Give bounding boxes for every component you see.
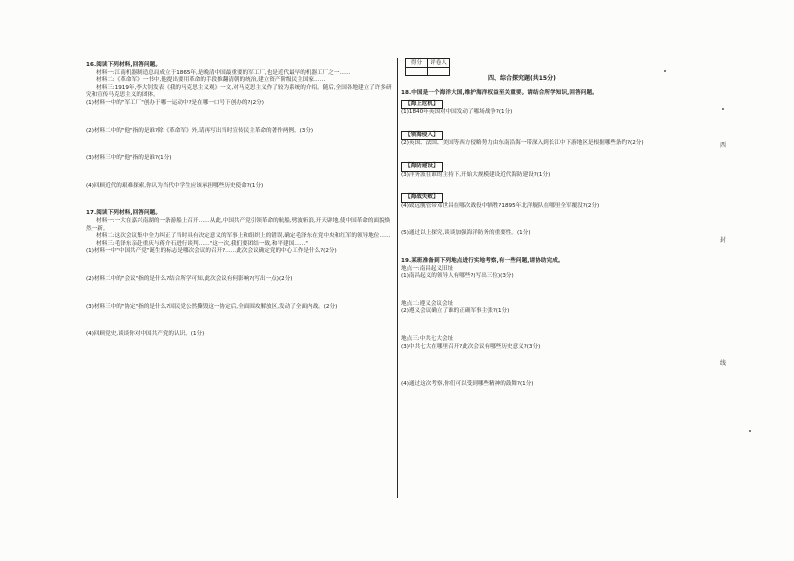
section-title: 四、综合探究题(共15分) [488, 75, 556, 82]
score-cell[interactable] [406, 68, 428, 76]
grader-cell[interactable] [428, 68, 450, 76]
right-column [401, 90, 701, 389]
q16-title: 16.阅读下列材料,回答问题。 [86, 62, 162, 68]
q17-material-2: 材料二:这次会议集中全力纠正了当时具有决定意义的军事上和组织上的错误,确定毛泽东在党中央和红军的领导地位…… [96, 233, 391, 240]
q16-sub1: (1)材料一中的"军工厂"创办于哪一运动中?是在哪一口号下创办的?(2分) [86, 99, 264, 106]
q18-heading-2: 【领海侵入】 [401, 131, 443, 141]
q18-title: 18.中国是一个海洋大国,维护海洋权益至关重要。请结合所学知识,回答问题。 [401, 90, 598, 96]
q16-material-3: 材料三:1919年,李大钊发表《我的马克思主义观》一文,对马克思主义作了较为系统的介绍。随后,全国各地建立了许多研究和宣传马克思主义的团体。 [86, 84, 392, 99]
scan-dot [664, 70, 666, 72]
q17-material-3: 材料三:毛泽东亲赴重庆与蒋介石进行谈判……"这一次,我们要团结一致,和平建国……" [96, 240, 308, 247]
q19-sub4: (4)通过这次考察,你们可以受到哪些精神的鼓舞?(1分) [401, 381, 534, 388]
q16-sub4: (4)回顾近代的艰难探索,你认为当代中学生应该承担哪些历史使命?(1分) [86, 182, 264, 189]
q19-place-2: 地点二:遵义会议会址 [401, 300, 454, 307]
q19-place-3: 地点三:中共七大会址 [401, 335, 454, 342]
q17-title: 17.阅读下列材料,回答问题。 [86, 210, 162, 217]
q16-sub2: (2)材料二中的"他"指的是谁?除《革命军》外,请再写出当时宣传民主革命的著作两例。(3分) [86, 127, 314, 134]
q17-sub1: (1)材料一中"中国共产党"诞生的标志是哪次会议的召开?……此次会议确定党的中心工作是什么?(2分) [86, 248, 337, 255]
q18-heading-1: 【海上危机】 [401, 100, 443, 110]
grader-label: 评卷人 [428, 59, 450, 68]
q19-sub1: (1)南昌起义的领导人有哪些?(写出三位)(3分) [401, 273, 514, 280]
q16-material-2: 材料二:《革命军》一书中,他提出要用革命的手段推翻清朝的统治,建立资产阶级民主国家…… [96, 77, 326, 84]
margin-char-1: 西 [720, 142, 727, 149]
q16-sub3: (3)材料三中的"他"指的是谁?(1分) [86, 155, 172, 162]
q17-material-1: 材料一:一大在嘉兴南湖的一条游船上召开……从此,中国共产党引领革命的航船,劈波斩浪,开天辟地,使中国革命的面貌焕然一新。 [86, 217, 391, 232]
q19-place-1: 地点一:南昌起义旧址 [401, 265, 454, 272]
q18-heading-3: 【海防建设】 [401, 162, 443, 172]
score-box [405, 58, 450, 76]
left-column [86, 62, 392, 339]
q19-sub2: (2)遵义会议确立了谁的正确军事主张?(1分) [401, 308, 510, 315]
q19-title: 19.某班准备到下列地点进行实地考察,有一些问题,请协助完成。 [401, 257, 564, 264]
q16-material-1: 材料一:江南机器制造总局成立于1865年,是晚清中国最重要的军工厂,也是近代最早的机器工厂之一…… [96, 69, 351, 76]
q18-sub3: (3)洋务派在谁的主持下,开始大规模建设近代海防建设?(1分) [401, 171, 551, 178]
q18-sub5: (5)通过以上探究,谈谈加强海洋防务的重要性。(1分) [401, 230, 531, 237]
scan-dot [749, 430, 751, 432]
q17-sub3: (3)材料三中的"协定"指的是什么?国民党公然撕毁这一协定后,全面围攻解放区,发动了全面内战。(2分) [86, 303, 338, 310]
q18-heading-4: 【海战失败】 [401, 193, 443, 203]
score-label: 得分 [406, 59, 428, 68]
q18-sub4: (4)致远舰管带邓世昌在哪次战役中牺牲?1895年北洋舰队在哪里全军覆没?(2分) [401, 202, 600, 209]
q18-sub2: (2)英国、法国、美国等西方侵略势力由东南沿海一带深入到长江中下游地区是根据哪些条约?(2分) [401, 140, 644, 147]
q17-sub2: (2)材料二中的"会议"指的是什么?结合所学可知,此次会议有何影响?(写出一点)(2分) [86, 275, 293, 282]
q17-sub4: (4)回顾党史,谈谈你对中国共产党的认识。(1分) [86, 331, 205, 338]
scan-dot [722, 108, 724, 110]
q18-sub1: (1)1840年英国对中国发动了哪场战争?(1分) [401, 109, 513, 116]
margin-char-2: 封 [720, 237, 727, 244]
margin-char-3: 线 [720, 360, 727, 367]
column-divider [397, 58, 398, 498]
q19-sub3: (3)中共七大在哪里召开?此次会议有哪些历史意义?(3分) [401, 343, 541, 350]
